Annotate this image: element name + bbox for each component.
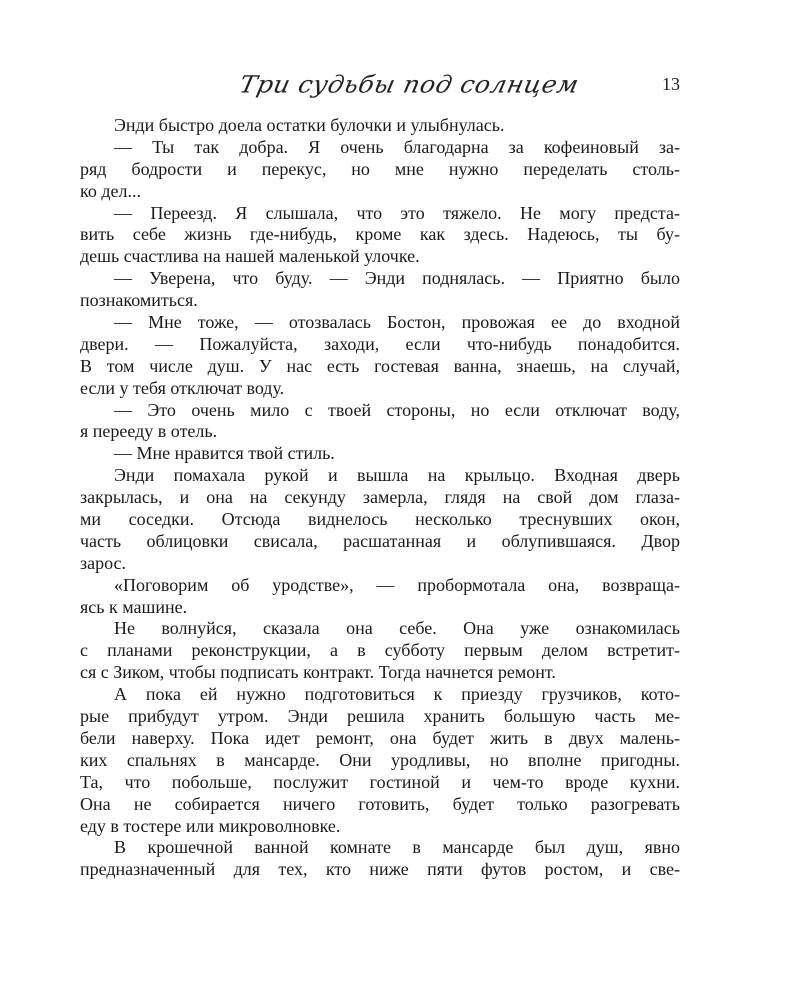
text-line: дешь счастлива на нашей маленькой улочке. xyxy=(80,246,420,267)
text-line: Энди помахала рукой и вышла на крыльцо. Входная дверь xyxy=(114,465,680,486)
text-line: ких спальнях в мансарде. Они уродливы, но вполне пригодны. xyxy=(80,749,680,770)
text-line: еду в тостере или микроволновке. xyxy=(80,815,341,836)
text-line: А пока ей нужно подготовиться к приезду грузчиков, кото- xyxy=(114,684,680,705)
text-line: В том числе душ. У нас есть гостевая ванна, знаешь, на случай, xyxy=(80,355,680,376)
text-line: бели наверху. Пока идет ремонт, она будет жить в двух малень- xyxy=(80,727,680,748)
body-text xyxy=(80,115,680,881)
text-line: зарос. xyxy=(80,552,127,573)
text-line: Та, что побольше, послужит гостиной и чем-то вроде кухни. xyxy=(80,771,680,792)
text-line: ряд бодрости и перекус, но мне нужно переделать столь- xyxy=(80,158,680,179)
running-title: Три судьбы под солнцем xyxy=(237,70,582,99)
text-line: с планами реконструкции, а в субботу первым делом встретит- xyxy=(80,640,680,661)
text-line: — Ты так добра. Я очень благодарна за кофеиновый за- xyxy=(114,136,680,157)
text-line: закрылась, и она на секунду замерла, глядя на свой дом глаза- xyxy=(80,487,680,508)
text-line: если у тебя отключат воду. xyxy=(80,377,285,398)
page-number: 13 xyxy=(662,74,680,94)
text-line: предназначенный для тех, кто ниже пяти футов ростом, и све- xyxy=(80,859,680,880)
text-line: В крошечной ванной комнате в мансарде был душ, явно xyxy=(114,837,680,858)
text-line: ко дел... xyxy=(80,180,141,201)
text-line: познакомиться. xyxy=(80,290,198,311)
page-header xyxy=(80,64,680,108)
text-line: — Переезд. Я слышала, что это тяжело. Не могу предста- xyxy=(114,202,680,223)
text-line: Она не собирается ничего готовить, будет только разогревать xyxy=(80,793,680,814)
text-line: ся с Зиком, чтобы подписать контракт. Тогда начнется ремонт. xyxy=(80,662,556,683)
text-line: Энди быстро доела остатки булочки и улыбнулась. xyxy=(114,115,505,135)
text-line: — Уверена, что буду. — Энди поднялась. — Приятно было xyxy=(114,268,680,289)
text-line: — Мне тоже, — отозвалась Бостон, провожая ее до входной xyxy=(114,312,680,333)
text-line: ми соседки. Отсюда виднелось несколько треснувших окон, xyxy=(80,509,680,530)
text-line: ясь к машине. xyxy=(80,596,188,617)
text-line: я перееду в отель. xyxy=(80,421,218,442)
text-line: Не волнуйся, сказала она себе. Она уже ознакомилась xyxy=(114,618,680,639)
text-line: рые прибудут утром. Энди решила хранить большую часть ме- xyxy=(80,706,680,727)
text-line: — Это очень мило с твоей стороны, но если отключат воду, xyxy=(114,399,680,420)
text-line: вить себе жизнь где-нибудь, кроме как здесь. Надеюсь, ты бу- xyxy=(80,224,680,245)
text-line: «Поговорим об уродстве», — пробормотала она, возвраща- xyxy=(114,574,680,595)
text-line: — Мне нравится твой стиль. xyxy=(114,443,335,464)
text-line: часть облицовки свисала, расшатанная и облупившаяся. Двор xyxy=(80,530,680,551)
text-line: двери. — Пожалуйста, заходи, если что-нибудь понадобится. xyxy=(80,333,680,354)
